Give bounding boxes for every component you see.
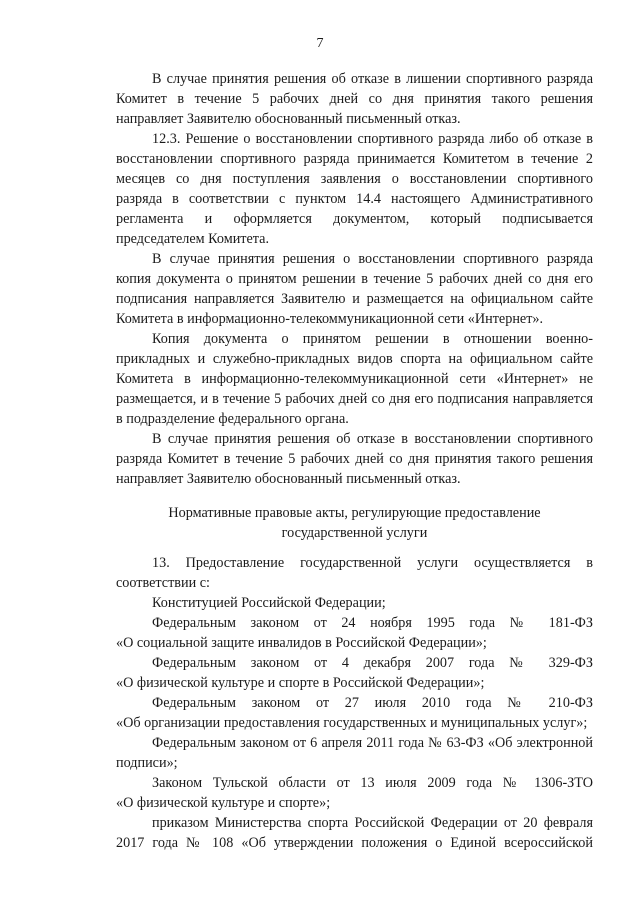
text-line: разряда Комитет в течение 5 рабочих дней со дня принятия такого решения [116,451,593,467]
text-line: Федеральным законом от 4 декабря 2007 года № 329-ФЗ [152,655,593,671]
text-line: прикладных и служебно-прикладных видов спорта на официальном сайте [116,351,593,367]
text-line: Законом Тульской области от 13 июля 2009 года № 1306-ЗТО [152,775,593,791]
text-line: Федеральным законом от 6 апреля 2011 года № 63-ФЗ «Об электронной [152,735,593,751]
text-line: 12.3. Решение о восстановлении спортивного разряда либо об отказе в [152,131,593,147]
text-line: месяцев со дня поступления заявления о восстановлении спортивного [116,171,593,187]
text-line: восстановлении спортивного разряда принимается Комитетом в течение 2 [116,151,593,167]
text-line: подписания направляется Заявителю и размещается на официальном сайте [116,291,593,307]
paragraph [116,329,593,429]
text-line: Конституцией Российской Федерации; [152,595,386,611]
text-line: Комитет в течение 5 рабочих дней со дня принятия такого решения [116,91,593,107]
paragraph [116,69,593,129]
text-line: Комитета в информационно-телекоммуникационной сети «Интернет». [116,311,544,327]
text-line: копия документа о принятом решении в течение 5 рабочих дней со дня его [116,271,593,287]
text-line: Комитета в информационно-телекоммуникационной сети «Интернет» не [116,371,593,387]
text-line: Федеральным законом от 27 июля 2010 года № 210-ФЗ [152,695,593,711]
text-line: Копия документа о принятом решении в отношении военно- [152,331,593,347]
text-line: в подразделение федерального органа. [116,411,349,427]
paragraph [116,249,593,329]
text-line: «О социальной защите инвалидов в Российской Федерации»; [116,635,487,651]
text-line: В случае принятия решения о восстановлении спортивного разряда [152,251,593,267]
list-item [116,773,593,813]
text-line: В случае принятия решения об отказе в восстановлении спортивного [152,431,593,447]
list-item [116,613,593,653]
paragraph [116,129,593,249]
page-number: 7 [316,36,324,51]
text-line: подписи»; [116,755,178,771]
list-item [116,593,593,613]
text-line: соответствии с: [116,575,210,591]
paragraph [116,429,593,489]
text-line: председателем Комитета. [116,231,270,247]
text-line: приказом Министерства спорта Российской Федерации от 20 февраля [152,815,593,831]
text-line: регламента и оформляется документом, который подписывается [116,211,593,227]
list-item [116,733,593,773]
text-line: 13. Предоставление государственной услуги осуществляется в [152,555,593,571]
text-line: «О физической культуре и спорте в Российской Федерации»; [116,675,485,691]
list-item [116,653,593,693]
section-heading [116,489,593,553]
text-line: «О физической культуре и спорте»; [116,795,331,811]
text-line: направляет Заявителю обоснованный письменный отказ. [116,111,461,127]
section-heading-line: Нормативные правовые акты, регулирующие предоставление [168,505,541,521]
text-line: размещается, и в течение 5 рабочих дней со дня его подписания направляется [116,391,593,407]
list-item [116,693,593,733]
text-line: Федеральным законом от 24 ноября 1995 года № 181-ФЗ [152,615,593,631]
paragraph [116,553,593,593]
text-line: направляет Заявителю обоснованный письменный отказ. [116,471,461,487]
text-line: разряда в соответствии с пунктом 14.4 настоящего Административного [116,191,593,207]
text-line: 2017 года № 108 «Об утверждении положения о Единой всероссийской [116,835,593,851]
list-item [116,813,593,853]
document-body [116,69,593,853]
text-line: В случае принятия решения об отказе в лишении спортивного разряда [152,71,593,87]
section-heading-line: государственной услуги [281,525,428,541]
text-line: «Об организации предоставления государственных и муниципальных услуг»; [116,715,588,731]
